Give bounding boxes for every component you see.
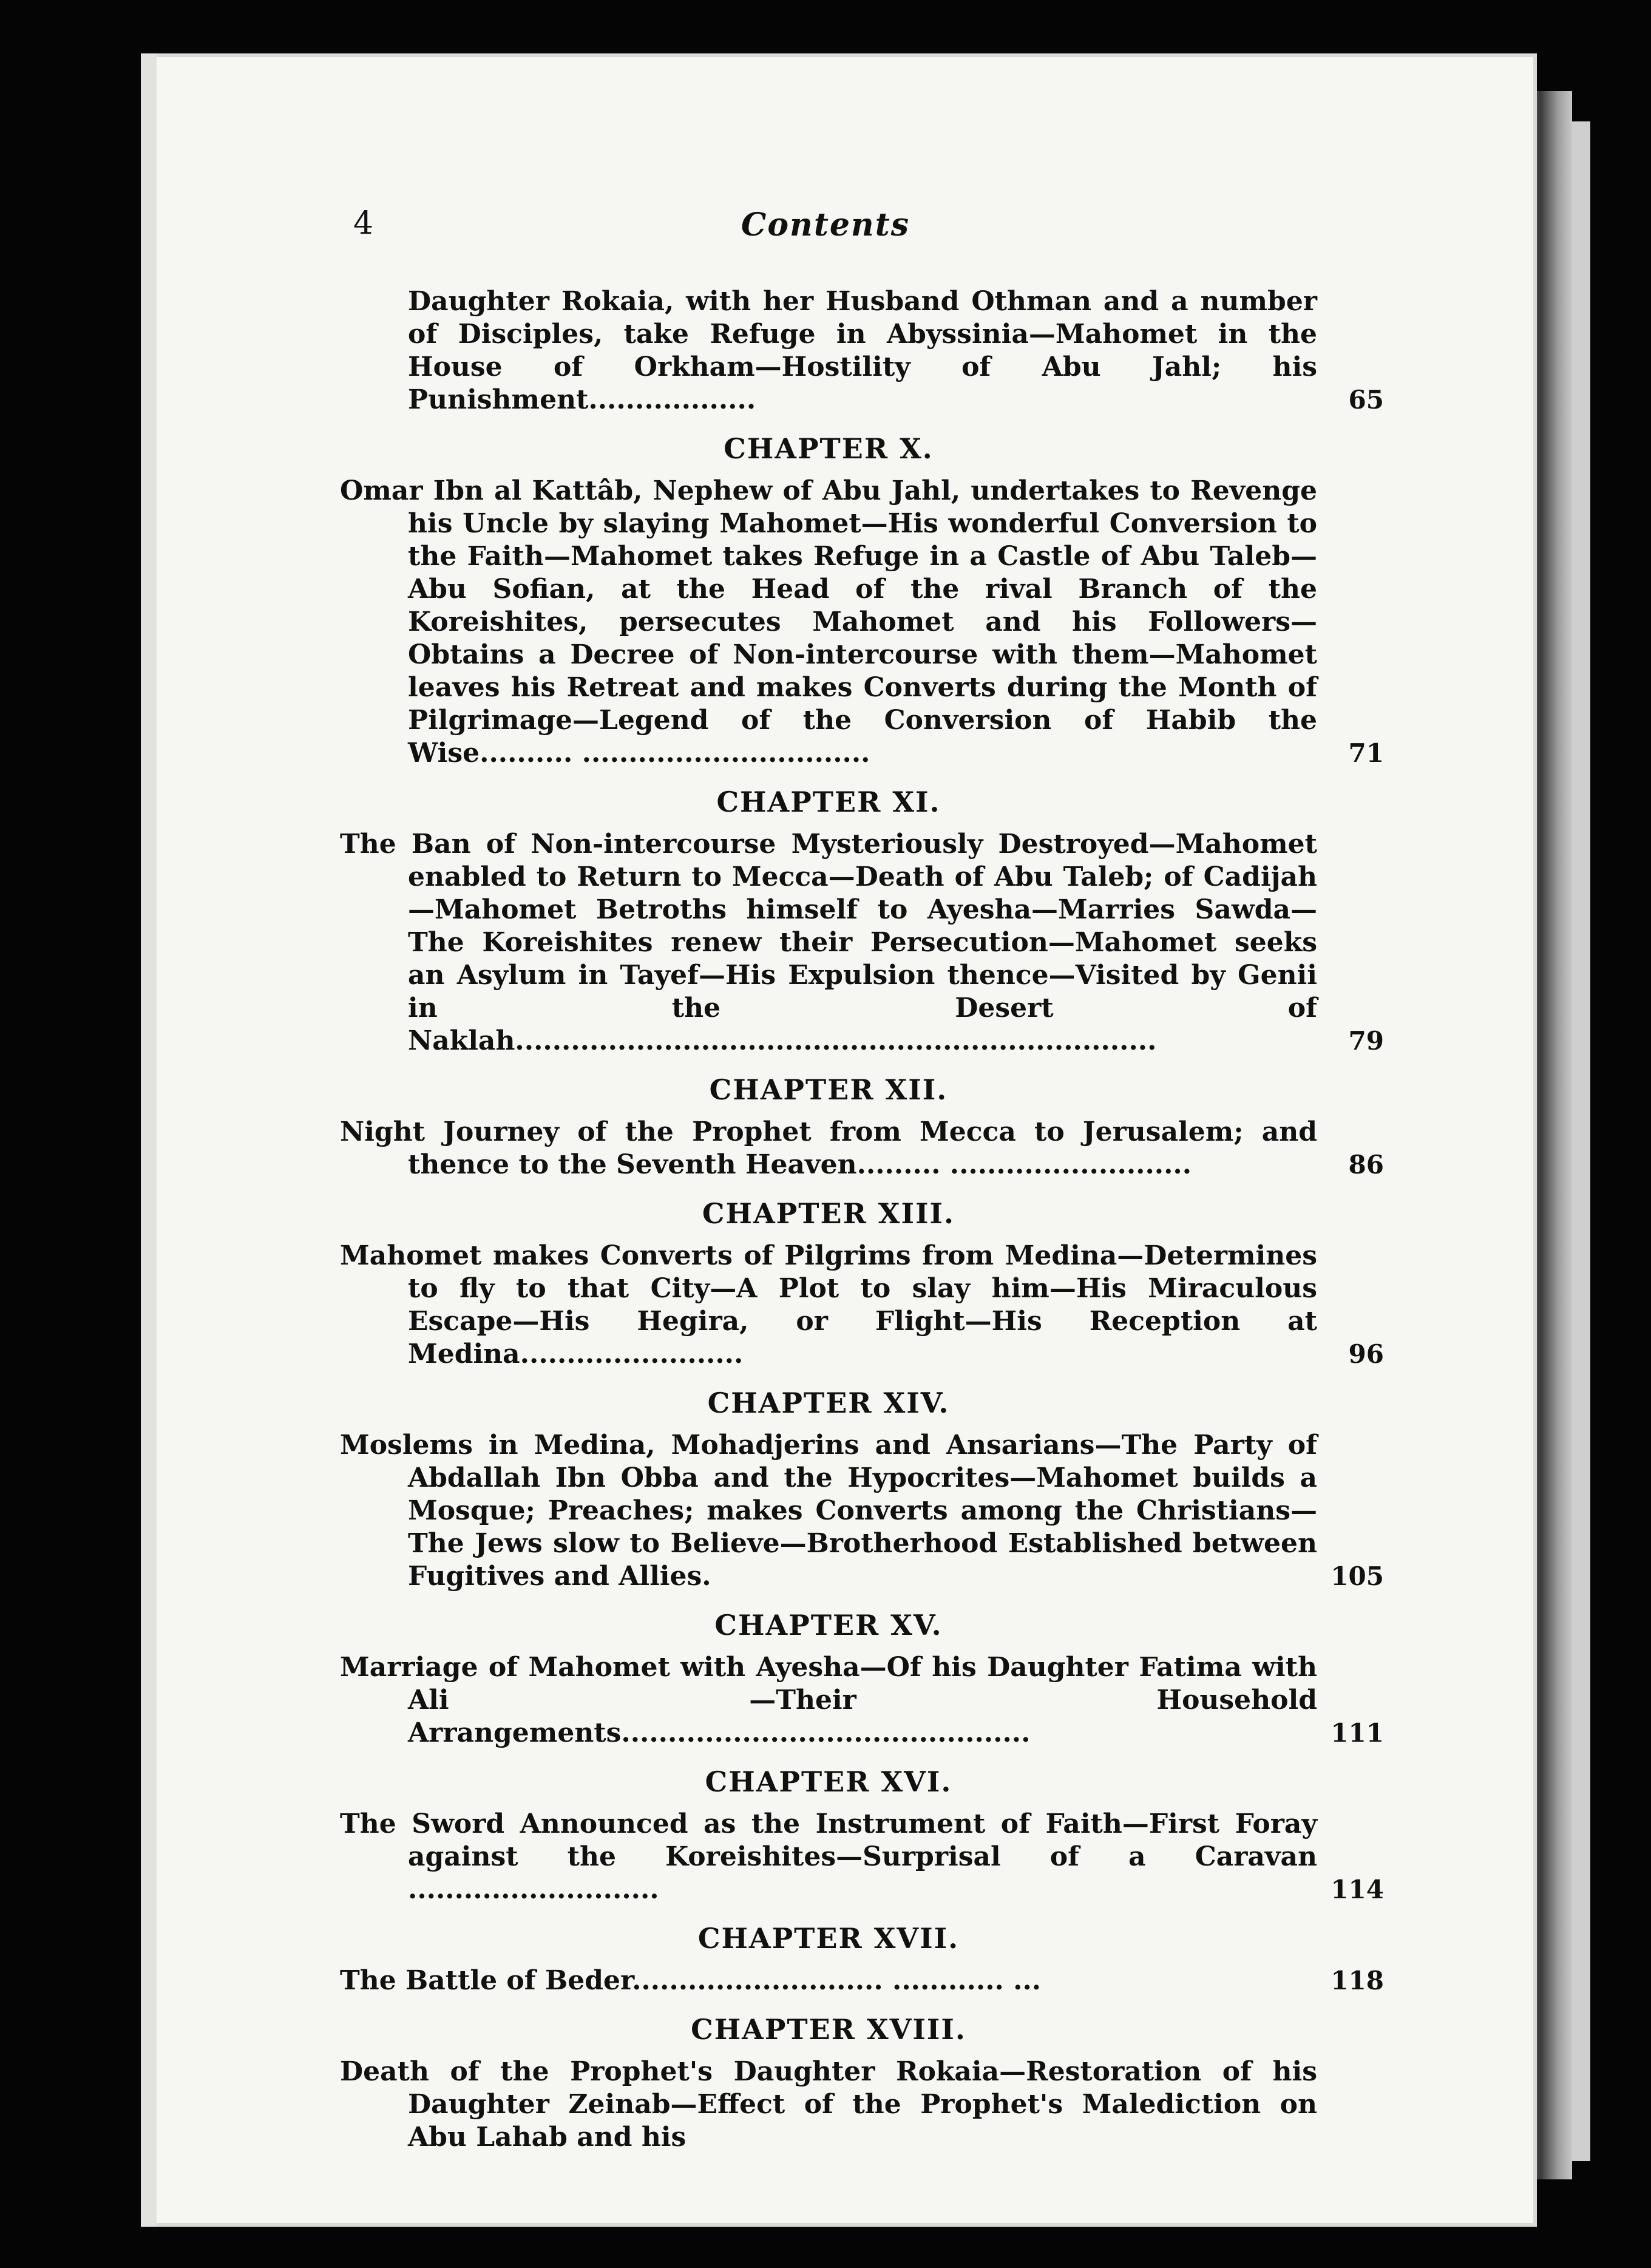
toc-entry-page: 111	[1331, 1718, 1384, 1748]
toc-entry	[340, 475, 1384, 770]
page-number: 4	[353, 205, 374, 242]
toc-entry	[340, 1964, 1384, 1997]
toc-entry-text: Marriage of Mahomet with Ayesha—Of his Daughter Fatima with Ali —Their Household Arrangements............................................	[340, 1652, 1317, 1748]
chapter-heading: CHAPTER XVIII.	[691, 2013, 966, 2046]
chapter-heading: CHAPTER XVII.	[697, 1922, 960, 1955]
chapter-heading: CHAPTER XIII.	[702, 1197, 955, 1230]
toc-entry	[340, 1651, 1384, 1750]
toc-entry	[340, 1240, 1384, 1371]
toc-entry-text: Death of the Prophet's Daughter Rokaia—Restoration of his Daughter Zeinab—Effect of the Prophet's Malediction on Abu Lahab and his	[340, 2056, 1317, 2153]
toc-entry	[340, 1429, 1384, 1593]
contents-list	[340, 285, 1384, 2154]
chapter-heading: CHAPTER XVI.	[705, 1765, 952, 1798]
chapter-heading: CHAPTER X.	[724, 432, 934, 465]
chapter-heading: CHAPTER XI.	[716, 786, 941, 818]
chapter-heading: CHAPTER XII.	[709, 1073, 948, 1106]
toc-entry	[340, 828, 1384, 1058]
page-left-edge	[141, 53, 157, 2227]
toc-entry-text: Night Journey of the Prophet from Mecca to Jerusalem; and thence to the Seventh Heaven......... ..........................	[340, 1116, 1317, 1180]
toc-entry-page: 118	[1331, 1966, 1384, 1995]
toc-entry-page: 114	[1331, 1875, 1384, 1904]
book-edge	[1572, 121, 1590, 2161]
toc-entry-page: 86	[1348, 1150, 1384, 1180]
toc-entry	[340, 1116, 1384, 1181]
toc-entry	[340, 2056, 1384, 2154]
running-head: Contents	[741, 206, 910, 243]
toc-entry-page: 96	[1348, 1339, 1384, 1369]
toc-entry-text: Moslems in Medina, Mohadjerins and Ansarians—The Party of Abdallah Ibn Obba and the Hypocrites—Mahomet builds a Mosque; Preaches; makes Converts among the Christians—The Jews slow to Believe—Brotherhood Established between Fugitives and Allies.	[340, 1430, 1317, 1592]
toc-entry-text: The Sword Announced as the Instrument of Faith—First Foray against the Koreishites—Surprisal of a Caravan ...........................	[340, 1808, 1317, 1905]
toc-entry-text: Omar Ibn al Kattâb, Nephew of Abu Jahl, undertakes to Revenge his Uncle by slaying Mahomet—His wonderful Conversion to the Faith—Mahomet takes Refuge in a Castle of Abu Taleb—Abu Sofian, at the Head of the rival Branch of the Koreishites, persecutes Mahomet and his Followers—Obtains a Decree of Non-intercourse with them—Mahomet leaves his Retreat and makes Converts during the Month of Pilgrimage—Legend of the Conversion of Habib the Wise.......... ...............................	[340, 475, 1317, 769]
chapter-heading: CHAPTER XIV.	[707, 1387, 950, 1419]
toc-entry-text: The Battle of Beder........................... ............ ...	[340, 1965, 1042, 1996]
toc-entry-text: Daughter Rokaia, with her Husband Othman and a number of Disciples, take Refuge in Abyssinia—Mahomet in the House of Orkham—Hostility of Abu Jahl; his Punishment..................	[408, 286, 1317, 415]
toc-entry-text: The Ban of Non-intercourse Mysteriously Destroyed—Mahomet enabled to Return to Mecca—Death of Abu Taleb; of Cadijah—Mahomet Betroths himself to Ayesha—Marries Sawda—The Koreishites renew their Persecution—Mahomet seeks an Asylum in Tayef—His Expulsion thence—Visited by Genii in the Desert of Naklah.....................................................................	[340, 829, 1317, 1056]
toc-entry	[340, 285, 1384, 416]
toc-entry-page: 65	[1348, 385, 1384, 415]
toc-entry	[340, 1808, 1384, 1906]
toc-entry-page: 79	[1348, 1026, 1384, 1056]
toc-entry-page: 71	[1348, 738, 1384, 768]
chapter-heading: CHAPTER XV.	[714, 1609, 943, 1642]
toc-entry-text: Mahomet makes Converts of Pilgrims from Medina—Determines to fly to that City—A Plot to slay him—His Miraculous Escape—His Hegira, or Flight—His Reception at Medina........................	[340, 1240, 1317, 1370]
toc-entry-page: 105	[1331, 1561, 1384, 1591]
